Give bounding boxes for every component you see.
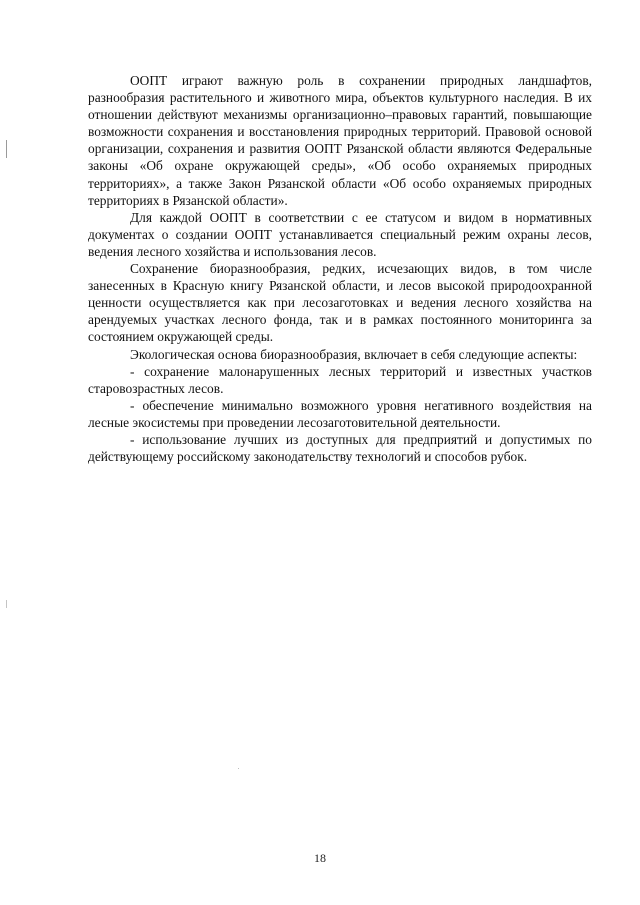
- binding-mark: [6, 600, 7, 608]
- paragraph: ООПТ играют важную роль в сохранении природных ландшафтов, разнообразия растительного и животного мира, объектов культурного наследия. В их отношении действуют механизмы организационно–правовых гарантий, повышающие возможности сохранения и восстановления природных территорий. Правовой основой организации, сохранения и развития ООПТ Рязанской области являются Федеральные законы «Об охране окружающей среды», «Об особо охраняемых природных территориях», а также Закон Рязанской области «Об особо охраняемых природных территориях в Рязанской области».: [88, 73, 592, 208]
- paragraph: Экологическая основа биоразнообразия, включает в себя следующие аспекты:: [130, 346, 578, 362]
- list-item: - использование лучших из доступных для предприятий и допустимых по действующему российскому законодательству технологий и способов рубок.: [88, 431, 592, 465]
- page-number: 18: [314, 851, 326, 865]
- list-item: - сохранение малонарушенных лесных территорий и известных участков старовозрастных лесов.: [88, 363, 592, 396]
- paragraph: Для каждой ООПТ в соответствии с ее статусом и видом в нормативных документах о создании ООПТ устанавливается специальный режим охраны лесов, ведения лесного хозяйства и использования лесов.: [88, 209, 592, 259]
- binding-mark: [6, 140, 7, 158]
- paragraph: Сохранение биоразнообразия, редких, исчезающих видов, в том числе занесенных в Красную книгу Рязанской области, и лесов высокой природоохранной ценности осуществляется как при лесозаготовках и ведения лесного хозяйства на арендуемых участках лесного фонда, так и в рамках постоянного мониторинга за состоянием окружающей среды.: [88, 261, 592, 345]
- scan-speck: [238, 768, 239, 769]
- body-text: [88, 72, 592, 465]
- list-item: - обеспечение минимально возможного уровня негативного воздействия на лесные экосистемы при проведении лесозаготовительной деятельности.: [88, 397, 592, 430]
